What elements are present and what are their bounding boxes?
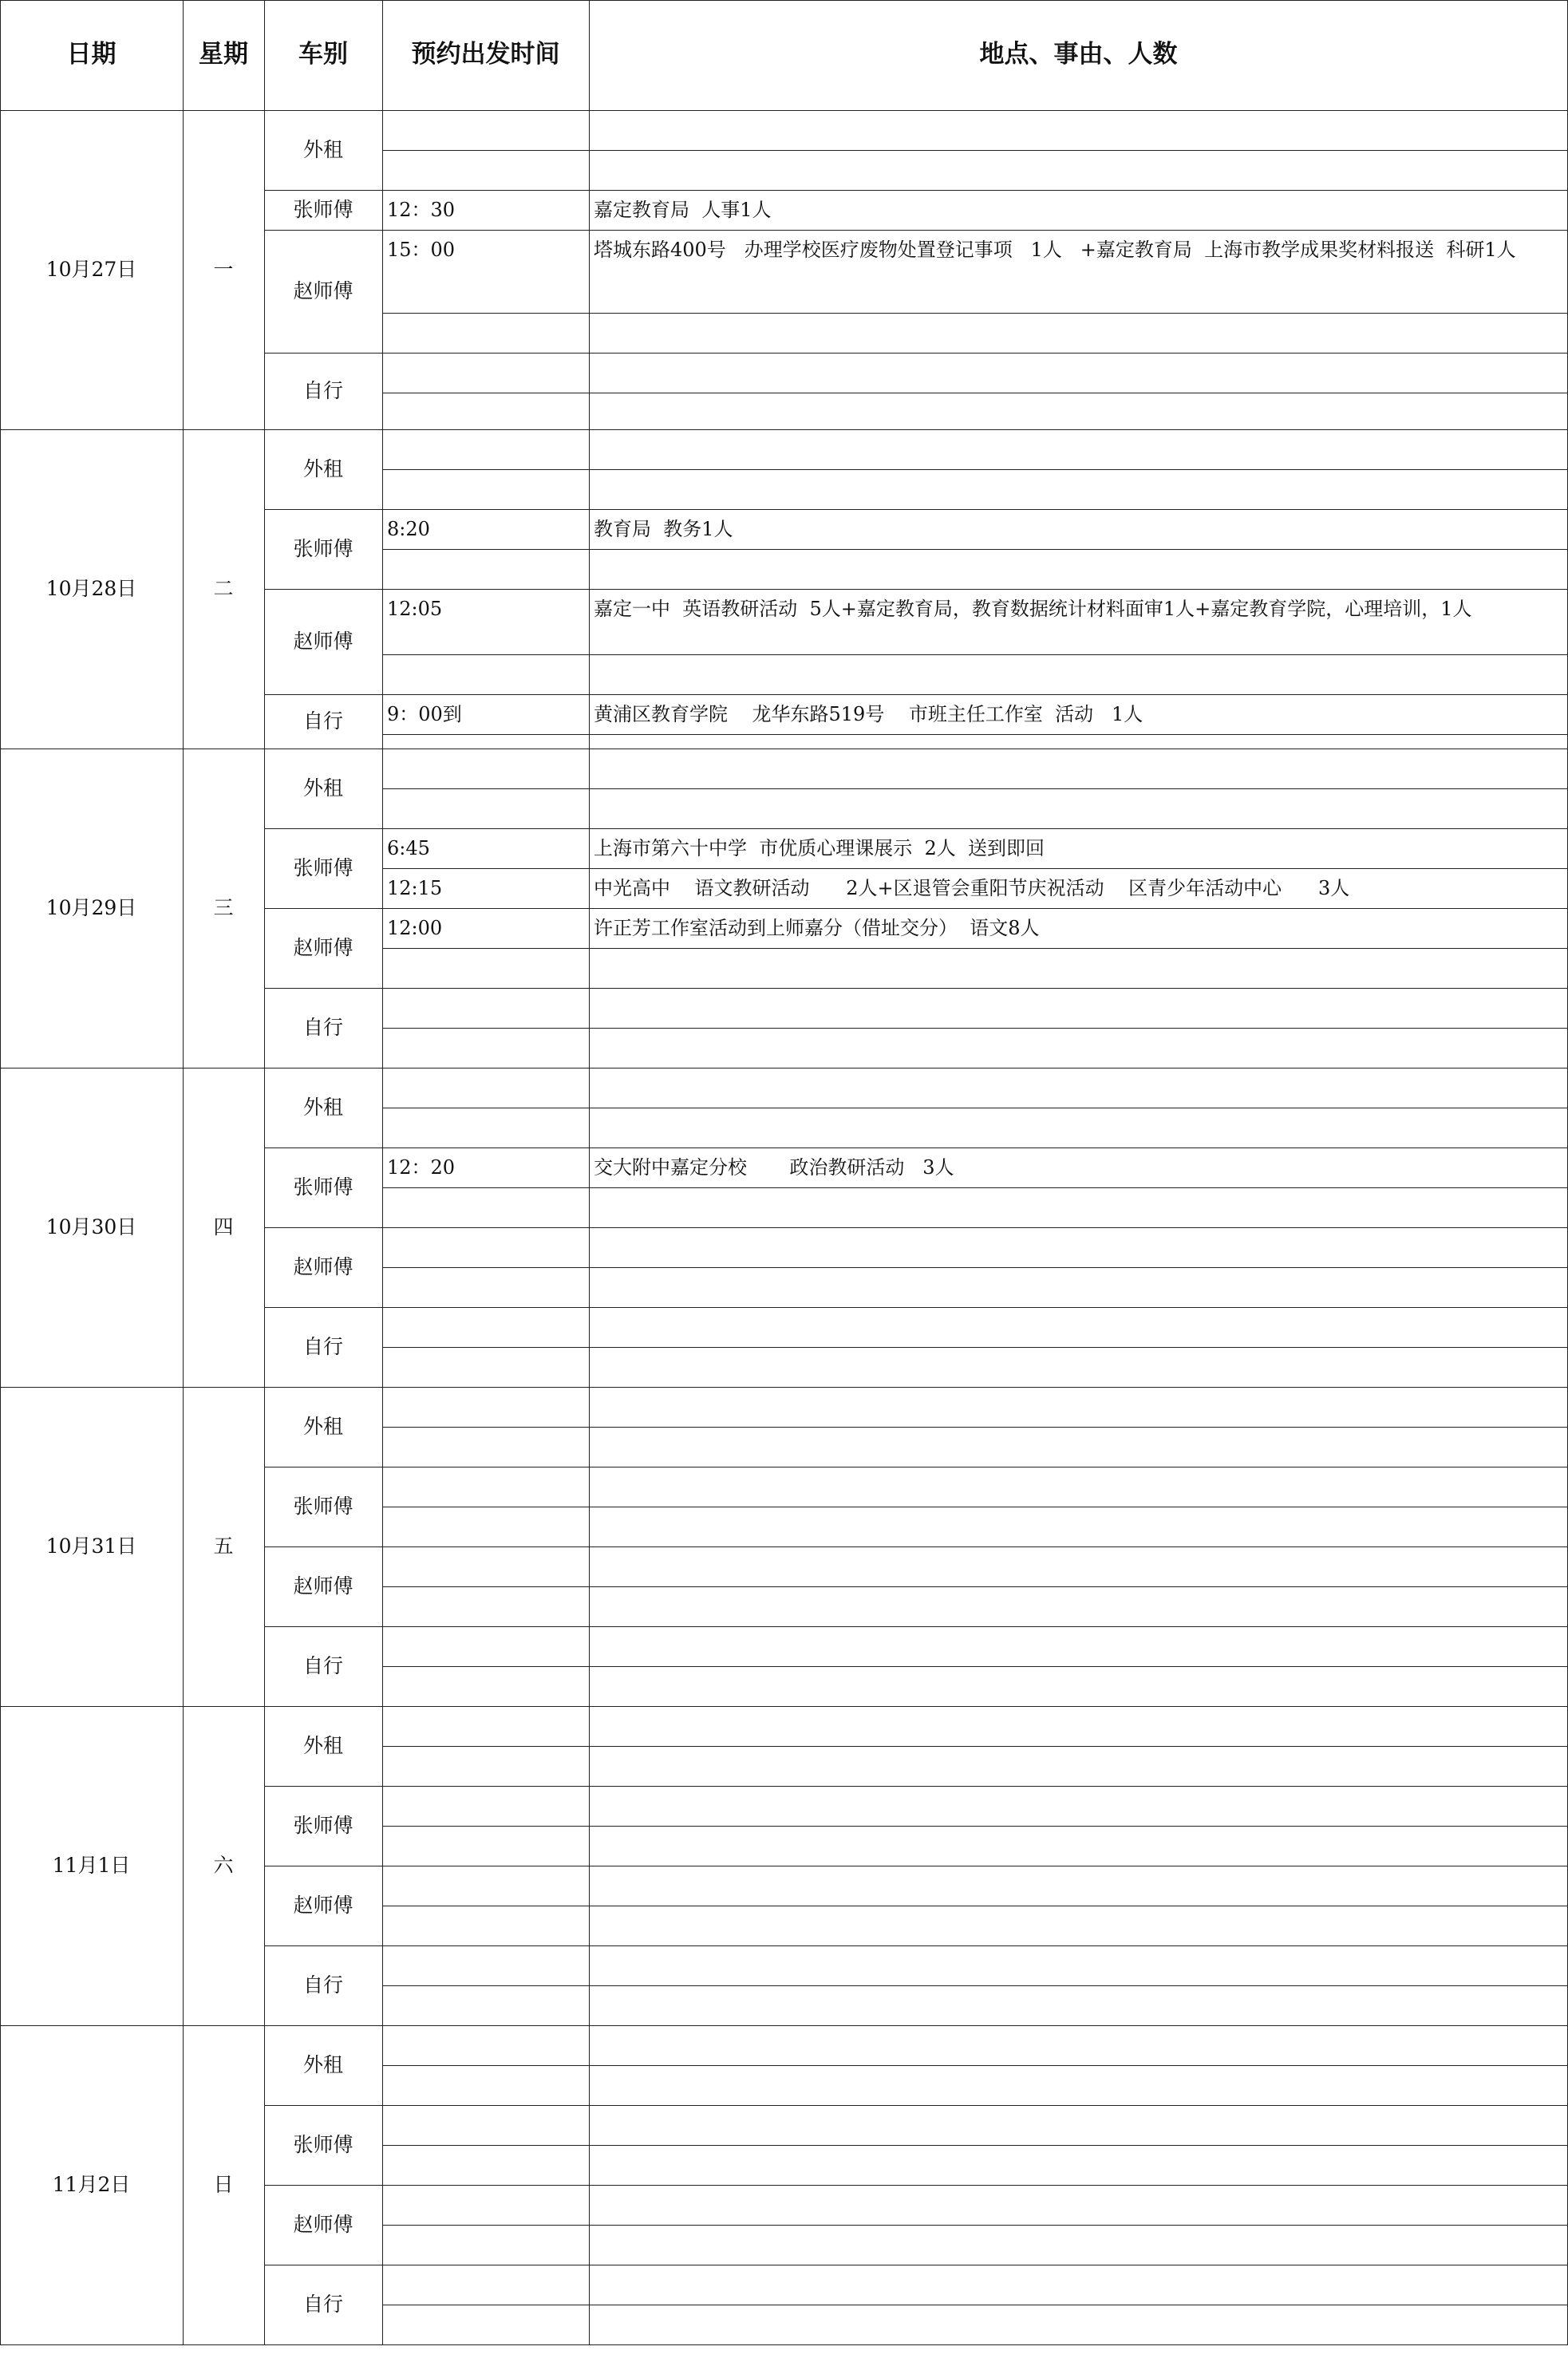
grid-line-h [264,2105,1567,2106]
grid-line-v [0,2025,1,2344]
grid-line-h [382,469,1567,470]
grid-line-v [264,1387,265,1706]
car-cell: 张师傅 [293,2133,353,2156]
date-cell: 11月2日 [52,2173,131,2196]
grid-line-h [264,1227,1567,1228]
car-cell: 外租 [302,1415,343,1438]
car-cell: 自行 [302,2293,343,2316]
date-cell: 10月28日 [45,577,137,600]
grid-line-v [264,0,265,110]
detail-cell[interactable]: 中光高中 语文教研活动 2人+区退管会重阳节庆祝活动 区青少年活动中心 3人 [594,877,1350,899]
header-weekday: 星期 [199,40,248,69]
car-cell: 外租 [302,138,343,161]
grid-line-h [264,1307,1567,1308]
date-cell: 10月27日 [45,258,137,281]
grid-line-h [382,2145,1567,2146]
grid-line-v [589,429,590,749]
time-cell[interactable]: 9：00到 [387,703,462,725]
car-cell: 外租 [302,457,343,480]
grid-line-v [0,0,1,110]
grid-line-h [264,589,1567,590]
time-cell[interactable]: 12：20 [387,1156,456,1179]
grid-line-v [382,749,383,1068]
grid-line-h [382,1187,1567,1188]
date-cell: 10月31日 [45,1535,137,1558]
car-cell: 外租 [302,776,343,800]
grid-line-v [382,2025,383,2344]
car-cell: 自行 [302,379,343,402]
weekday-cell: 二 [213,577,234,600]
grid-line-h [382,1586,1567,1587]
grid-line-v [0,1706,1,2025]
grid-line-h [264,1626,1567,1627]
grid-line-v [183,429,184,749]
car-cell: 张师傅 [293,1495,353,1518]
detail-cell[interactable]: 许正芳工作室活动到上师嘉分（借址交分） 语文8人 [594,917,1040,939]
grid-line-v [0,749,1,1068]
grid-line-h [382,788,1567,789]
weekday-cell: 五 [213,1535,234,1558]
car-cell: 赵师傅 [293,279,353,302]
car-cell: 自行 [302,1016,343,1039]
grid-line-h [382,2225,1567,2226]
grid-line-v [264,2025,265,2344]
grid-line-h [382,2065,1567,2066]
grid-line-v [183,1706,184,2025]
time-cell[interactable]: 12:00 [387,917,443,939]
car-cell: 自行 [302,1973,343,1997]
grid-line-v [589,1706,590,2025]
time-cell[interactable]: 15：00 [387,239,456,261]
grid-line-h [382,1427,1567,1428]
weekday-cell: 三 [213,896,234,919]
grid-line-v [264,429,265,749]
detail-cell[interactable]: 塔城东路400号 办理学校医疗废物处置登记事项 1人 +嘉定教育局 上海市教学成果奖材料报送 科研1人 [594,239,1516,261]
grid-line-h [382,1267,1567,1268]
car-cell: 赵师傅 [293,2213,353,2236]
grid-line-h [382,549,1567,550]
grid-line-h [382,313,1567,314]
car-cell: 赵师傅 [293,630,353,653]
time-cell[interactable]: 6:45 [387,837,430,859]
time-cell[interactable]: 12：30 [387,199,456,221]
grid-line-v [183,2025,184,2344]
detail-cell[interactable]: 交大附中嘉定分校 政治教研活动 3人 [594,1156,954,1179]
date-cell: 10月29日 [45,896,137,919]
grid-line-h [382,1826,1567,1827]
car-cell: 张师傅 [293,1175,353,1199]
weekday-cell: 日 [213,2173,234,2196]
date-cell: 10月30日 [45,1215,137,1238]
grid-line-v [589,1387,590,1706]
grid-line-v [264,1706,265,2025]
grid-line-h [382,654,1567,655]
weekday-cell: 四 [213,1215,234,1238]
grid-line-v [183,0,184,110]
grid-line-h [264,509,1567,510]
grid-line-h [264,908,1567,909]
grid-line-h [382,868,1567,869]
car-cell: 外租 [302,1096,343,1119]
grid-line-v [264,1068,265,1387]
grid-line-h [264,353,1567,354]
grid-line-h [264,1147,1567,1148]
car-cell: 外租 [302,1734,343,1757]
grid-line-h [0,0,1568,1]
car-cell: 张师傅 [293,537,353,560]
detail-cell[interactable]: 上海市第六十中学 市优质心理课展示 2人 送到即回 [594,837,1045,859]
grid-line-h [382,948,1567,949]
grid-line-h [264,230,1567,231]
header-date: 日期 [66,40,117,69]
grid-line-v [0,110,1,429]
car-cell: 赵师傅 [293,1574,353,1598]
grid-line-h [264,828,1567,829]
grid-line-v [264,110,265,429]
time-cell[interactable]: 8:20 [387,518,430,540]
grid-line-v [589,749,590,1068]
time-cell[interactable]: 12:05 [387,598,443,620]
car-cell: 外租 [302,2053,343,2076]
detail-cell[interactable]: 嘉定一中 英语教研活动 5人+嘉定教育局，教育数据统计材料面审1人+嘉定教育学院，心理培训，1人 [594,598,1472,620]
grid-line-h [264,694,1567,695]
grid-line-v [183,1387,184,1706]
time-cell[interactable]: 12:15 [387,877,443,899]
header-detail: 地点、事由、人数 [979,40,1178,69]
grid-line-h [264,1546,1567,1547]
grid-line-v [183,110,184,429]
detail-cell[interactable]: 教育局 教务1人 [594,518,733,540]
grid-line-h [0,2344,1568,2345]
grid-line-h [382,150,1567,151]
grid-line-v [0,1387,1,1706]
grid-line-h [264,2185,1567,2186]
detail-cell[interactable]: 嘉定教育局 人事1人 [594,199,772,221]
grid-line-v [0,429,1,749]
weekday-cell: 六 [213,1854,234,1877]
car-cell: 张师傅 [293,198,353,221]
car-cell: 赵师傅 [293,1255,353,1278]
grid-line-v [589,110,590,429]
grid-line-v [0,1068,1,1387]
grid-line-v [382,1706,383,2025]
weekday-cell: 一 [213,258,234,281]
grid-line-v [589,2025,590,2344]
car-cell: 赵师傅 [293,1894,353,1917]
car-cell: 张师傅 [293,1814,353,1837]
grid-line-v [589,1068,590,1387]
grid-line-h [382,1746,1567,1747]
grid-line-v [183,749,184,1068]
grid-line-v [183,1068,184,1387]
grid-line-v [382,429,383,749]
car-cell: 张师傅 [293,856,353,879]
grid-line-v [589,0,590,110]
grid-line-v [382,0,383,110]
grid-line-h [382,1985,1567,1986]
header-time: 预约出发时间 [411,40,560,69]
car-cell: 自行 [302,1335,343,1358]
grid-line-h [382,1666,1567,1667]
grid-line-v [382,1068,383,1387]
car-cell: 自行 [302,709,343,733]
date-cell: 11月1日 [52,1854,131,1877]
grid-line-h [264,1786,1567,1787]
grid-line-h [264,190,1567,191]
grid-line-h [264,988,1567,989]
grid-line-v [382,1387,383,1706]
car-cell: 赵师傅 [293,936,353,959]
grid-line-h [382,1028,1567,1029]
grid-line-v [264,749,265,1068]
header-car: 车别 [298,40,348,69]
grid-line-v [382,110,383,429]
grid-line-h [382,734,1567,735]
grid-line-h [264,1945,1567,1946]
detail-cell[interactable]: 黄浦区教育学院 龙华东路519号 市班主任工作室 活动 1人 [594,703,1143,725]
car-cell: 自行 [302,1654,343,1677]
grid-line-h [382,1347,1567,1348]
